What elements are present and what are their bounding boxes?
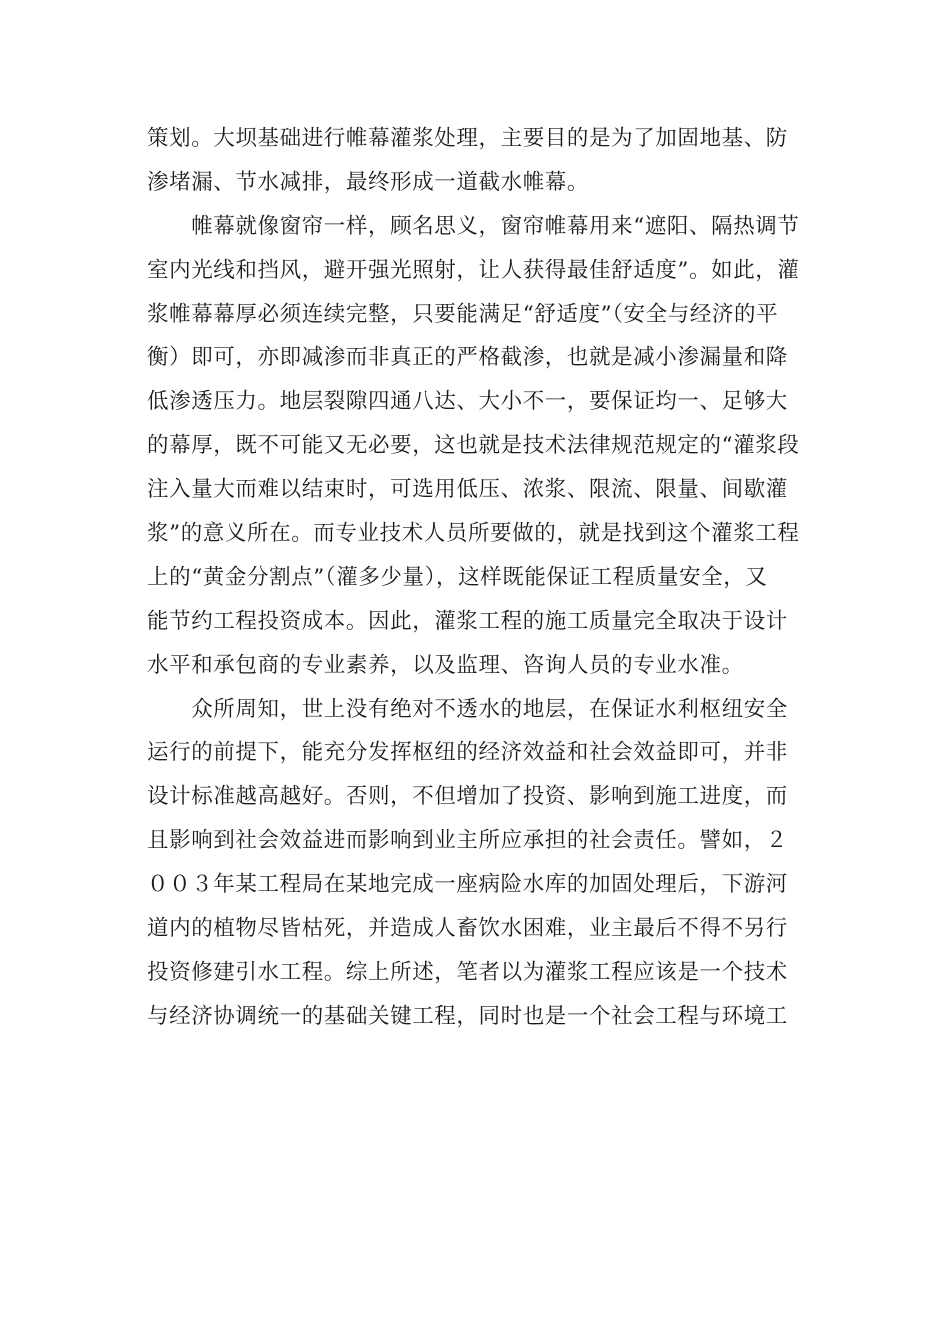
- text-line: 浆帷幕幕厚必须连续完整，只要能满足“舒适度”（安全与经济的平: [147, 301, 779, 327]
- text-line: 渗堵漏、节水减排，最终形成一道截水帷幕。: [147, 169, 590, 195]
- text-line: 浆”的意义所在。而专业技术人员所要做的，就是找到这个灌浆工程: [147, 521, 800, 547]
- text-line: 低渗透压力。地层裂隙四通八达、大小不一，要保证均一、足够大: [147, 389, 788, 415]
- text-line: 设计标准越高越好。否则，不但增加了投资、影响到施工进度，而: [147, 784, 788, 810]
- text-line: ００３年某工程局在某地完成一座病险水库的加固处理后，下游河: [147, 872, 788, 898]
- text-line: 上的“黄金分割点”（灌多少量），这样既能保证工程质量安全，又: [147, 564, 768, 590]
- body-text: [147, 117, 807, 1039]
- text-line: 与经济协调统一的基础关键工程，同时也是一个社会工程与环境工: [147, 1003, 788, 1029]
- text-line: 水平和承包商的专业素养，以及监理、咨询人员的专业水准。: [147, 652, 744, 678]
- text-line: 运行的前提下，能充分发挥枢纽的经济效益和社会效益即可，并非: [147, 740, 788, 766]
- text-line: 道内的植物尽皆枯死，并造成人畜饮水困难，业主最后不得不另行: [147, 916, 788, 942]
- text-line: 能节约工程投资成本。因此，灌浆工程的施工质量完全取决于设计: [147, 608, 788, 634]
- text-line: 衡）即可，亦即减渗而非真正的严格截渗，也就是减小渗漏量和降: [147, 345, 788, 371]
- text-line: 且影响到社会效益进而影响到业主所应承担的社会责任。譬如，２: [147, 828, 788, 854]
- text-line: 投资修建引水工程。综上所述，笔者以为灌浆工程应该是一个技术: [147, 959, 788, 985]
- text-line: 的幕厚，既不可能又无必要，这也就是技术法律规范规定的“灌浆段: [147, 433, 800, 459]
- text-line: 策划。大坝基础进行帷幕灌浆处理，主要目的是为了加固地基、防: [147, 126, 788, 151]
- text-line: 室内光线和挡风，避开强光照射，让人获得最佳舒适度”。如此，灌: [147, 257, 800, 283]
- text-line: 众所周知，世上没有绝对不透水的地层，在保证水利枢纽安全: [147, 696, 788, 722]
- text-line: 帷幕就像窗帘一样，顾名思义，窗帘帷幕用来“遮阳、隔热调节: [147, 213, 800, 239]
- text-line: 注入量大而难以结束时，可选用低压、浓浆、限流、限量、间歇灌: [147, 477, 788, 503]
